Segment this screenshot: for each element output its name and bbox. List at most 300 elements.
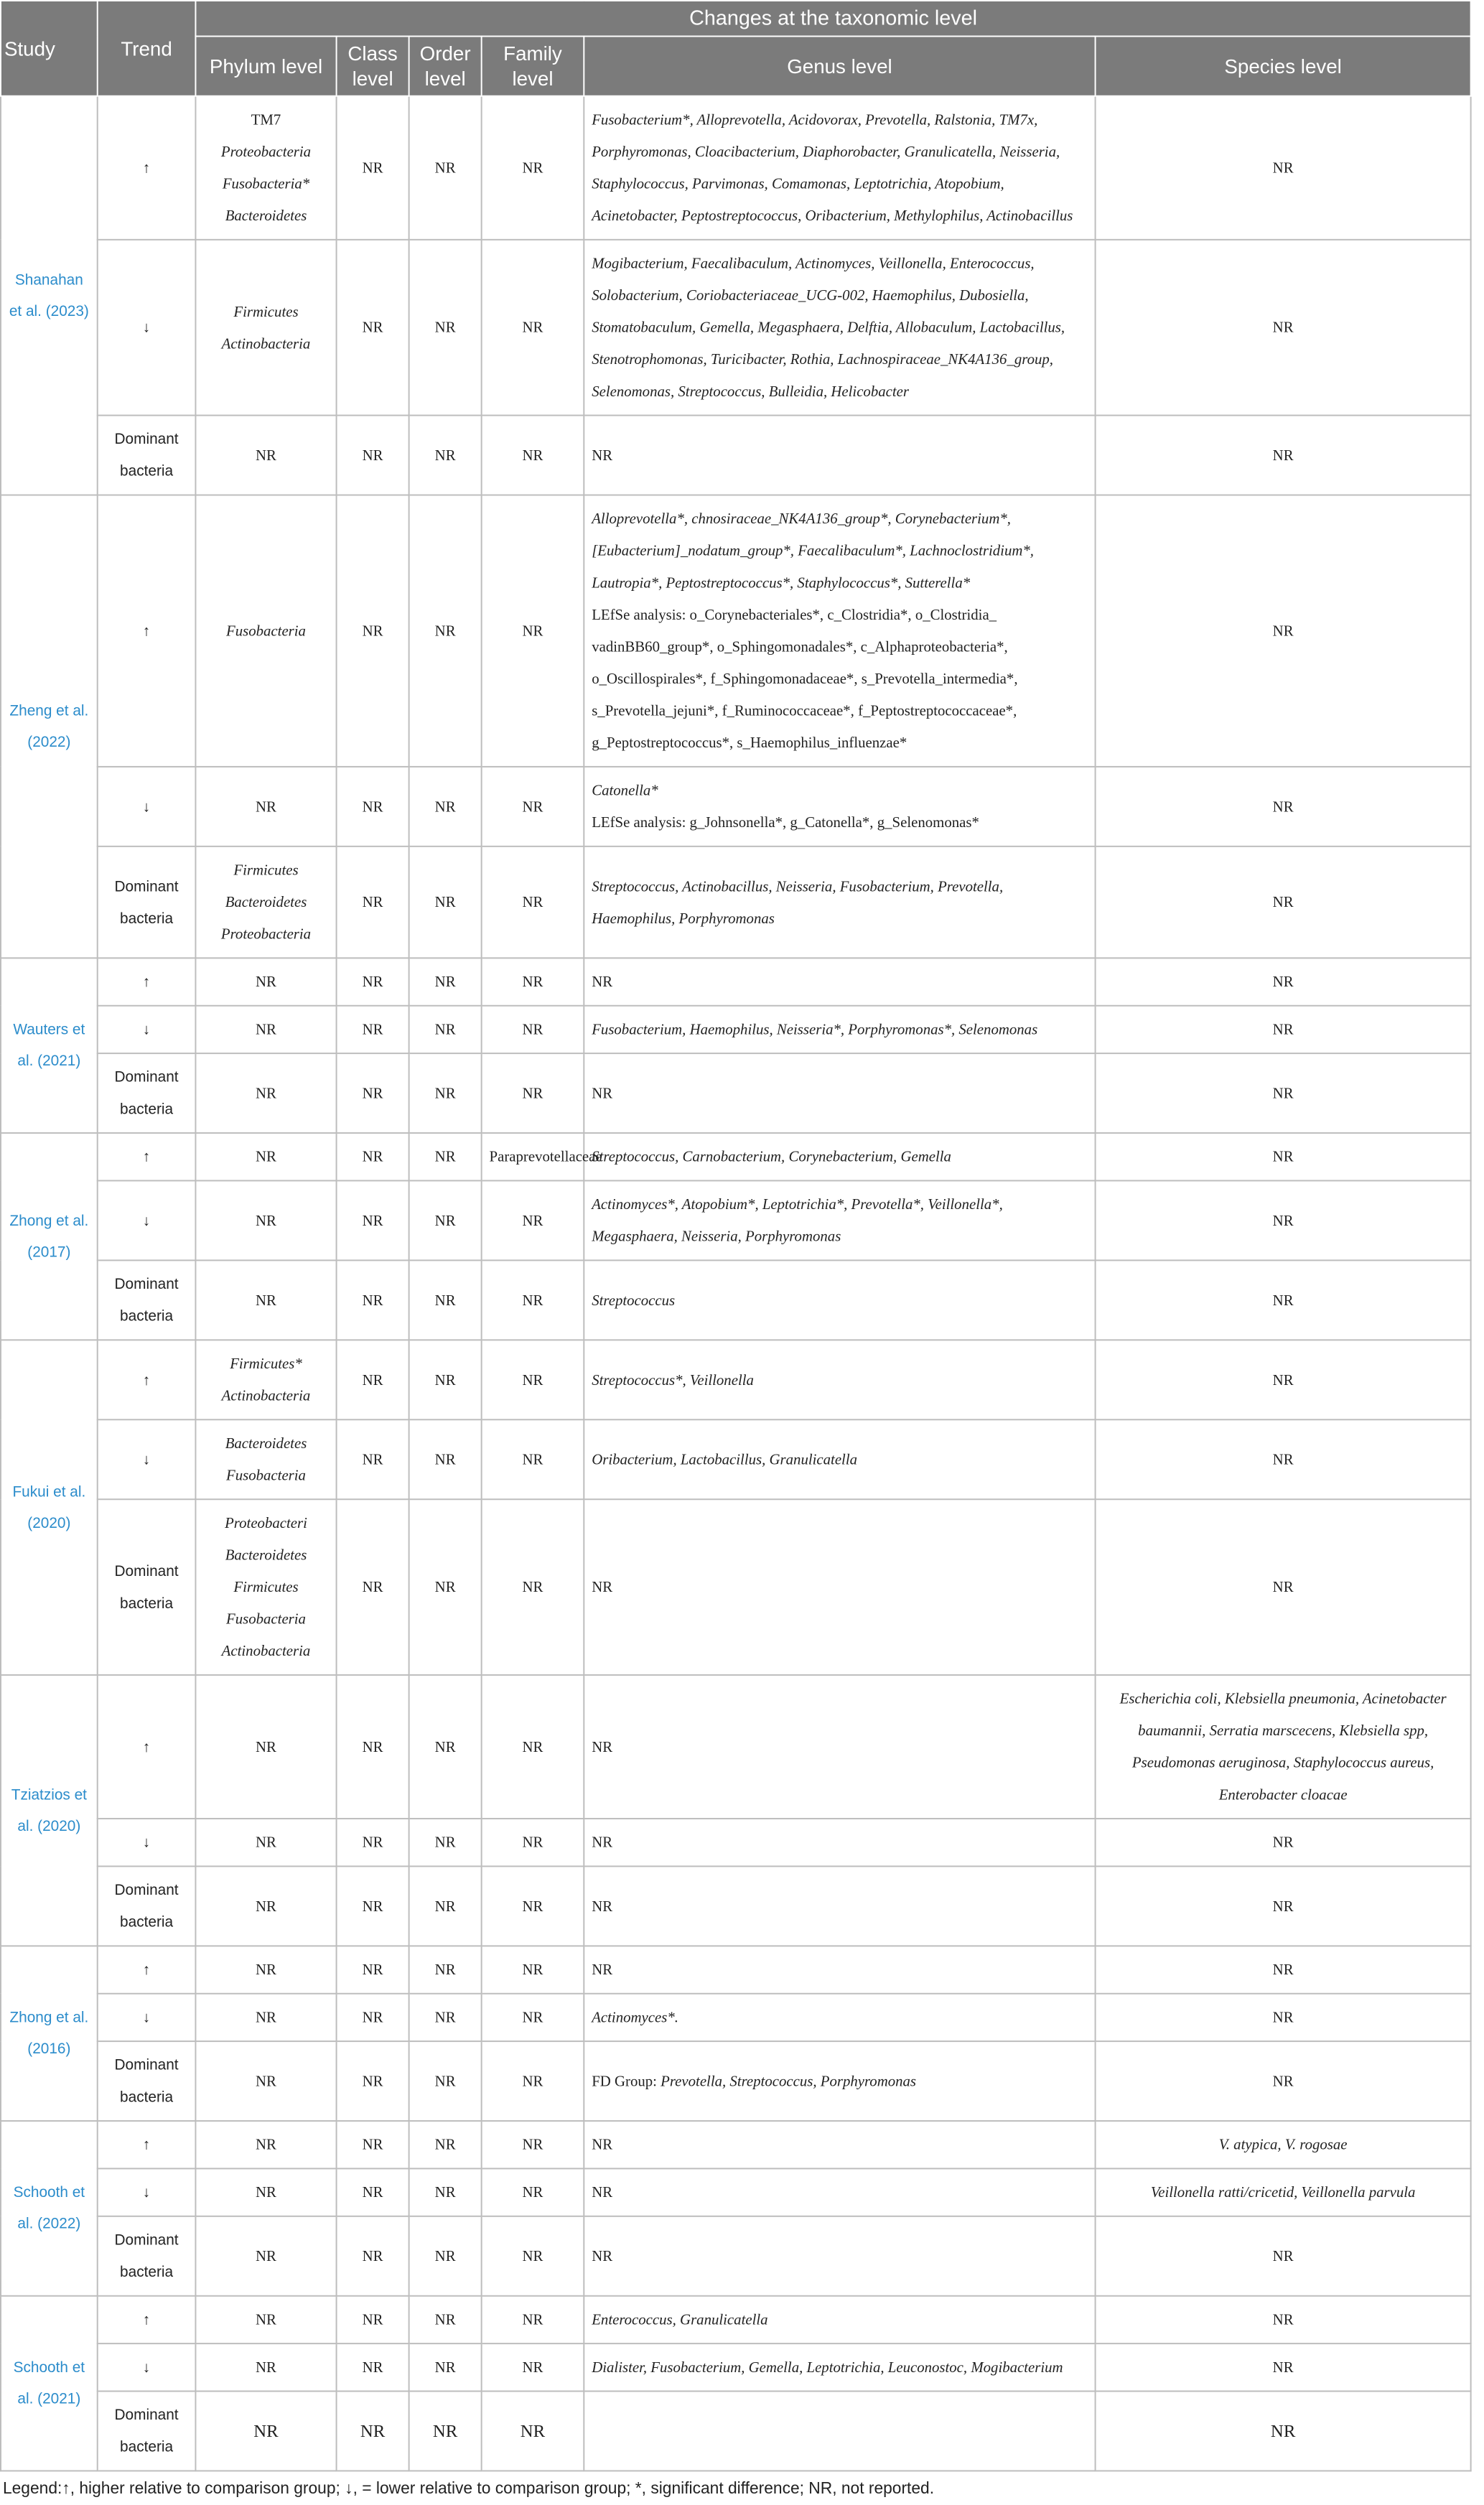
phylum-item: NR [256,798,276,816]
class-cell: NR [337,2216,409,2296]
phylum-item: NR [253,2421,279,2441]
phylum-item: Bacteroidetes [225,207,307,225]
table-row [1,2343,1471,2391]
phylum-item: TM7 [251,111,281,129]
genus-line [592,248,1087,408]
study-citation: Wauters et al. (2021) [1,958,98,1134]
genus-text: NR [592,1084,613,1102]
species-cell: NR [1096,1053,1471,1133]
genus-line [592,2240,1087,2272]
study-citation: Zhong et al. (2016) [1,1946,98,2122]
family-cell: NR [482,1946,584,1994]
family-cell: NR [482,1675,584,1819]
species-cell: NR [1096,1420,1471,1500]
table-row [1,846,1471,958]
genus-line [592,2129,1087,2161]
species-cell: NR [1096,1133,1471,1180]
family-cell: NR [482,96,584,240]
table-row [1,1006,1471,1053]
phylum-item: Actinobacteria [221,335,311,353]
species-cell: NR [1096,2041,1471,2121]
trend-cell: Dominant bacteria [98,1499,196,1675]
genus-line [592,1189,1087,1253]
phylum-cell [195,2121,336,2168]
species-cell: NR [1096,240,1471,416]
trend-cell: ↓ [98,240,196,416]
species-cell: NR [1096,96,1471,240]
genus-cell [584,767,1095,846]
class-cell: NR [337,1261,409,1340]
header-class: Class level [337,37,409,96]
class-cell: NR [337,1006,409,1053]
phylum-cell [195,1819,336,1866]
trend-cell: ↓ [98,767,196,846]
genus-cell [584,1675,1095,1819]
family-cell: NR [482,958,584,1006]
family-cell: NR [482,1261,584,1340]
family-cell: NR [482,2121,584,2168]
genus-line [592,966,1087,999]
genus-line [592,775,1087,807]
genus-cell [584,416,1095,495]
phylum-item: NR [256,2136,276,2153]
trend-cell: ↓ [98,1420,196,1500]
class-cell: NR [337,2392,409,2471]
genus-cell [584,1133,1095,1180]
genus-line [592,2066,1087,2098]
class-cell: NR [337,846,409,958]
study-citation: Fukui et al. (2020) [1,1340,98,1676]
genus-text: NR [592,2183,613,2201]
genus-text: Streptococcus, Actinobacillus, Neisseria, Fusobacterium, Prevotella, Haemophilus, Porphyromonas [592,877,1004,927]
genus-text: Fusobacterium, Haemophilus, Neisseria*, Porphyromonas*, Selenomonas [592,1020,1038,1038]
genus-line [592,1954,1087,1987]
order-cell: NR [409,1675,482,1819]
table-row [1,767,1471,846]
genus-text: Enterococcus, Granulicatella [592,2310,768,2328]
phylum-cell [195,958,336,1006]
class-cell: NR [337,1420,409,1500]
table-row [1,1499,1471,1675]
phylum-item: NR [256,1961,276,1979]
phylum-cell [195,416,336,495]
order-cell: NR [409,1499,482,1675]
phylum-cell [195,1006,336,1053]
trend-cell: Dominant bacteria [98,2041,196,2121]
phylum-cell [195,96,336,240]
order-cell: NR [409,1133,482,1180]
genus-cell [584,2296,1095,2343]
genus-text: Alloprevotella*, chnosiraceae_NK4A136_group*, Corynebacterium*, [Eubacterium]_nodatum_group*, Faecalibaculum*, Lachnoclostridium*, Lautropia*, Peptostreptococcus*, Staphylococcus*, Sutterella* [592,510,1034,592]
table-row [1,2041,1471,2121]
trend-cell: ↑ [98,2121,196,2168]
order-cell: NR [409,1867,482,1946]
species-cell: NR [1096,2296,1471,2343]
trend-cell: Dominant bacteria [98,1261,196,1340]
species-cell: NR [1096,1994,1471,2041]
genus-cell [584,2343,1095,2391]
trend-cell: ↓ [98,1006,196,1053]
class-cell: NR [337,2169,409,2216]
phylum-item: Firmicutes [233,302,299,320]
header-study: Study [1,1,98,96]
header-order: Order level [409,37,482,96]
genus-cell [584,240,1095,416]
table-row [1,495,1471,767]
class-cell: NR [337,495,409,767]
phylum-cell [195,2041,336,2121]
genus-line [592,2351,1087,2384]
table-row [1,1946,1471,1994]
genus-text: NR [592,1961,613,1979]
phylum-cell [195,1261,336,1340]
class-cell: NR [337,1675,409,1819]
trend-cell: ↓ [98,1994,196,2041]
table-row [1,1867,1471,1946]
genus-text: FD Group: [592,2072,661,2090]
class-cell: NR [337,958,409,1006]
family-cell: Paraprevotellaceae [482,1133,584,1180]
class-cell: NR [337,2041,409,2121]
order-cell: NR [409,1261,482,1340]
class-cell: NR [337,1133,409,1180]
genus-text: NR [592,2136,613,2153]
phylum-item: Firmicutes [233,1578,299,1596]
class-cell: NR [337,2296,409,2343]
phylum-item: Bacteroidetes [225,1546,307,1564]
phylum-cell [195,1181,336,1261]
genus-text: Oribacterium, Lactobacillus, Granulicatella [592,1450,858,1468]
phylum-cell [195,1675,336,1819]
order-cell: NR [409,1819,482,1866]
class-cell: NR [337,240,409,416]
table-row [1,96,1471,240]
species-cell: NR [1096,1261,1471,1340]
genus-text: Catonella* [592,781,658,799]
phylum-item: Actinobacteria [221,1386,311,1404]
class-cell: NR [337,1499,409,1675]
header-phylum: Phylum level [195,37,336,96]
order-cell: NR [409,958,482,1006]
order-cell: NR [409,2121,482,2168]
phylum-cell [195,2392,336,2471]
genus-line [592,1284,1087,1317]
species-cell: NR [1096,958,1471,1006]
phylum-item: NR [256,2072,276,2090]
genus-cell [584,2216,1095,2296]
table-legend: Legend:↑, higher relative to comparison group; ↓, = lower relative to comparison group; *, significant difference; NR, not reported. [2,2478,935,2498]
genus-text: Actinomyces*, Atopobium*, Leptotrichia*, Prevotella*, Veillonella*, Megasphaera, Neisseria, Porphyromonas [592,1195,1003,1245]
genus-cell [584,958,1095,1006]
family-cell: NR [482,2169,584,2216]
order-cell: NR [409,767,482,846]
genus-cell [584,1340,1095,1420]
table-row [1,2216,1471,2296]
phylum-item: NR [256,2008,276,2026]
phylum-cell [195,1133,336,1180]
genus-line [592,2304,1087,2336]
genus-line [592,1572,1087,1604]
phylum-cell [195,1420,336,1500]
family-cell: NR [482,1053,584,1133]
family-cell: NR [482,240,584,416]
species-cell: NR [1096,1006,1471,1053]
family-cell: NR [482,1420,584,1500]
genus-line [592,503,1087,600]
family-cell: NR [482,495,584,767]
phylum-cell [195,2343,336,2391]
family-cell: NR [482,2343,584,2391]
table-row [1,1819,1471,1866]
genus-cell [584,2392,1095,2471]
genus-line [592,104,1087,232]
genus-text: Dialister, Fusobacterium, Gemella, Leptotrichia, Leuconostoc, Mogibacterium [592,2359,1063,2376]
genus-cell [584,2121,1095,2168]
phylum-item: Fusobacteria [226,622,306,640]
table-row [1,1053,1471,1133]
phylum-item: NR [256,1737,276,1755]
genus-line [592,2002,1087,2034]
class-cell: NR [337,1340,409,1420]
phylum-item: NR [256,2247,276,2264]
species-cell: Veillonella ratti/cricetid, Veillonella parvula [1096,2169,1471,2216]
family-cell: NR [482,1340,584,1420]
table-row [1,1420,1471,1500]
order-cell: NR [409,2392,482,2471]
phylum-cell [195,1994,336,2041]
family-cell: NR [482,2392,584,2471]
species-cell: NR [1096,846,1471,958]
phylum-cell [195,1946,336,1994]
genus-line [592,807,1087,839]
genus-line [592,870,1087,934]
genus-line [592,1078,1087,1110]
phylum-cell [195,767,336,846]
class-cell: NR [337,1994,409,2041]
trend-cell: ↑ [98,96,196,240]
phylum-cell [195,1053,336,1133]
species-cell: NR [1096,1499,1471,1675]
phylum-item: NR [256,1148,276,1165]
study-citation: Tziatzios et al. (2020) [1,1675,98,1946]
genus-text: NR [592,1834,613,1851]
header-changes: Changes at the taxonomic level [195,1,1470,37]
phylum-cell [195,1867,336,1946]
genus-line [592,1890,1087,1923]
genus-text: NR [592,1737,613,1755]
class-cell: NR [337,1181,409,1261]
trend-cell: ↑ [98,1340,196,1420]
table-row [1,2392,1471,2471]
genus-text: LEfSe analysis: g_Johnsonella*, g_Catonella*, g_Selenomonas* [592,813,979,831]
trend-cell: ↑ [98,1133,196,1180]
family-cell: NR [482,767,584,846]
phylum-item: NR [256,2359,276,2376]
class-cell: NR [337,1053,409,1133]
genus-text: LEfSe analysis: o_Corynebacteriales*, c_Clostridia*, o_Clostridia_ vadinBB60_group*, o_Sphingomonadales*, c_Alphaproteobacteria*, o_Oscillospirales*, f_Sphingomonadaceae*, s_Prevotella_intermedia*, s_Prevotella_jejuni*, f_Ruminococcaceae*, f_Peptostreptococcaceae*, g_Peptostreptococcus*, s_Haemophilus_influenzae* [592,606,1018,752]
trend-cell: Dominant bacteria [98,416,196,495]
genus-line [592,1444,1087,1476]
phylum-item: NR [256,1291,276,1309]
genus-text: Streptococcus*, Veillonella [592,1371,754,1389]
phylum-item: NR [256,1834,276,1851]
family-cell: NR [482,1006,584,1053]
phylum-item: NR [256,1211,276,1229]
genus-text: Prevotella, Streptococcus, Porphyromonas [661,2072,917,2090]
trend-cell: ↑ [98,1946,196,1994]
class-cell: NR [337,96,409,240]
genus-text: NR [592,2247,613,2264]
phylum-item: NR [256,1897,276,1915]
table-row [1,2296,1471,2343]
trend-cell: ↓ [98,2343,196,2391]
phylum-item: Bacteroidetes [225,893,307,911]
genus-cell [584,96,1095,240]
genus-text: Mogibacterium, Faecalibaculum, Actinomyces, Veillonella, Enterococcus, Solobacterium, Coriobacteriaceae_UCG-002, Haemophilus, Dubosiella, Stomatobaculum, Gemella, Megasphaera, Delftia, Allobaculum, Lactobacillus, Stenotrophomonas, Turicibacter, Rothia, Lachnospiraceae_NK4A136_group, Selenomonas, Streptococcus, Bulleidia, Helicobacter [592,254,1065,400]
genus-cell [584,1181,1095,1261]
order-cell: NR [409,1420,482,1500]
order-cell: NR [409,2296,482,2343]
class-cell: NR [337,767,409,846]
phylum-item: Fusobacteria* [222,174,310,192]
trend-cell: Dominant bacteria [98,2392,196,2471]
genus-text: NR [592,973,613,991]
species-cell: NR [1096,2392,1471,2471]
phylum-item: Proteobacteri [225,1514,307,1532]
phylum-item: NR [256,973,276,991]
genus-text: NR [592,1897,613,1915]
genus-line [592,599,1087,759]
order-cell: NR [409,1994,482,2041]
class-cell: NR [337,416,409,495]
table-row [1,1133,1471,1180]
phylum-item: NR [256,446,276,464]
genus-cell [584,1946,1095,1994]
species-cell: NR [1096,1181,1471,1261]
trend-cell: ↑ [98,495,196,767]
genus-line [592,1827,1087,1859]
class-cell: NR [337,2121,409,2168]
table-row [1,416,1471,495]
phylum-cell [195,2296,336,2343]
study-citation: Schooth et al. (2021) [1,2296,98,2471]
header-family: Family level [482,37,584,96]
order-cell: NR [409,1946,482,1994]
genus-cell [584,2169,1095,2216]
phylum-item: Bacteroidetes [225,1435,307,1452]
table-header [1,1,1471,96]
trend-cell: ↑ [98,1675,196,1819]
family-cell: NR [482,2216,584,2296]
phylum-item: Firmicutes* [230,1355,302,1373]
genus-text: NR [592,1578,613,1596]
order-cell: NR [409,1340,482,1420]
table-body [1,96,1471,2471]
species-cell: V. atypica, V. rogosae [1096,2121,1471,2168]
table-row [1,1994,1471,2041]
genus-cell [584,1867,1095,1946]
family-cell: NR [482,1994,584,2041]
phylum-item: Proteobacteria [220,925,312,943]
genus-cell [584,1819,1095,1866]
trend-cell: Dominant bacteria [98,846,196,958]
phylum-cell [195,240,336,416]
study-citation: Shanahan et al. (2023) [1,96,98,495]
trend-cell: Dominant bacteria [98,1053,196,1133]
genus-line [592,1014,1087,1046]
family-cell: NR [482,1867,584,1946]
trend-cell: ↓ [98,1181,196,1261]
genus-text: Actinomyces*. [592,2008,678,2026]
genus-text: NR [592,446,613,464]
genus-text: Streptococcus [592,1291,676,1309]
header-trend: Trend [98,1,196,96]
genus-text: Fusobacterium*, Alloprevotella, Acidovorax, Prevotella, Ralstonia, TM7x, Porphyromonas, Cloacibacterium, Diaphorobacter, Granulicatella, Neisseria, Staphylococcus, Parvimonas, Comamonas, Leptotrichia, Atopobium, Acinetobacter, Peptostreptococcus, Oribacterium, Methylophilus, Actinobacillus [592,111,1073,225]
species-cell: NR [1096,1340,1471,1420]
trend-cell: ↓ [98,2169,196,2216]
genus-line [592,1731,1087,1763]
phylum-item: NR [256,2310,276,2328]
phylum-cell [195,2169,336,2216]
phylum-item: Fusobacteria [226,1466,306,1484]
phylum-item: Firmicutes [233,861,299,879]
header-species: Species level [1096,37,1471,96]
genus-cell [584,846,1095,958]
table-row [1,1181,1471,1261]
header-genus: Genus level [584,37,1095,96]
order-cell: NR [409,495,482,767]
phylum-item: NR [256,2183,276,2201]
genus-cell [584,2041,1095,2121]
phylum-item: NR [256,1084,276,1102]
study-citation: Schooth et al. (2022) [1,2121,98,2296]
genus-line [592,2177,1087,2209]
phylum-cell [195,495,336,767]
family-cell: NR [482,2041,584,2121]
table-row [1,1261,1471,1340]
species-cell: NR [1096,767,1471,846]
table-row [1,1675,1471,1819]
species-cell: NR [1096,495,1471,767]
study-citation: Zheng et al. (2022) [1,495,98,958]
family-cell: NR [482,1181,584,1261]
species-cell: NR [1096,1867,1471,1946]
table-row [1,240,1471,416]
trend-cell: ↑ [98,958,196,1006]
table-row [1,1340,1471,1420]
order-cell: NR [409,2343,482,2391]
class-cell: NR [337,2343,409,2391]
species-cell: NR [1096,1946,1471,1994]
genus-cell [584,1420,1095,1500]
trend-cell: Dominant bacteria [98,2216,196,2296]
species-cell: NR [1096,2343,1471,2391]
phylum-item: Proteobacteria [220,143,312,161]
species-cell: Escherichia coli, Klebsiella pneumonia, Acinetobacter baumannii, Serratia marscecens, Klebsiella spp, Pseudomonas aeruginosa, Staphylococcus aureus, Enterobacter cloacae [1096,1675,1471,1819]
genus-cell [584,1261,1095,1340]
phylum-item: Fusobacteria [226,1610,306,1628]
class-cell: NR [337,1867,409,1946]
trend-cell: Dominant bacteria [98,1867,196,1946]
class-cell: NR [337,1819,409,1866]
order-cell: NR [409,1181,482,1261]
order-cell: NR [409,416,482,495]
table-row [1,958,1471,1006]
order-cell: NR [409,240,482,416]
order-cell: NR [409,2169,482,2216]
species-cell: NR [1096,2216,1471,2296]
class-cell: NR [337,1946,409,1994]
